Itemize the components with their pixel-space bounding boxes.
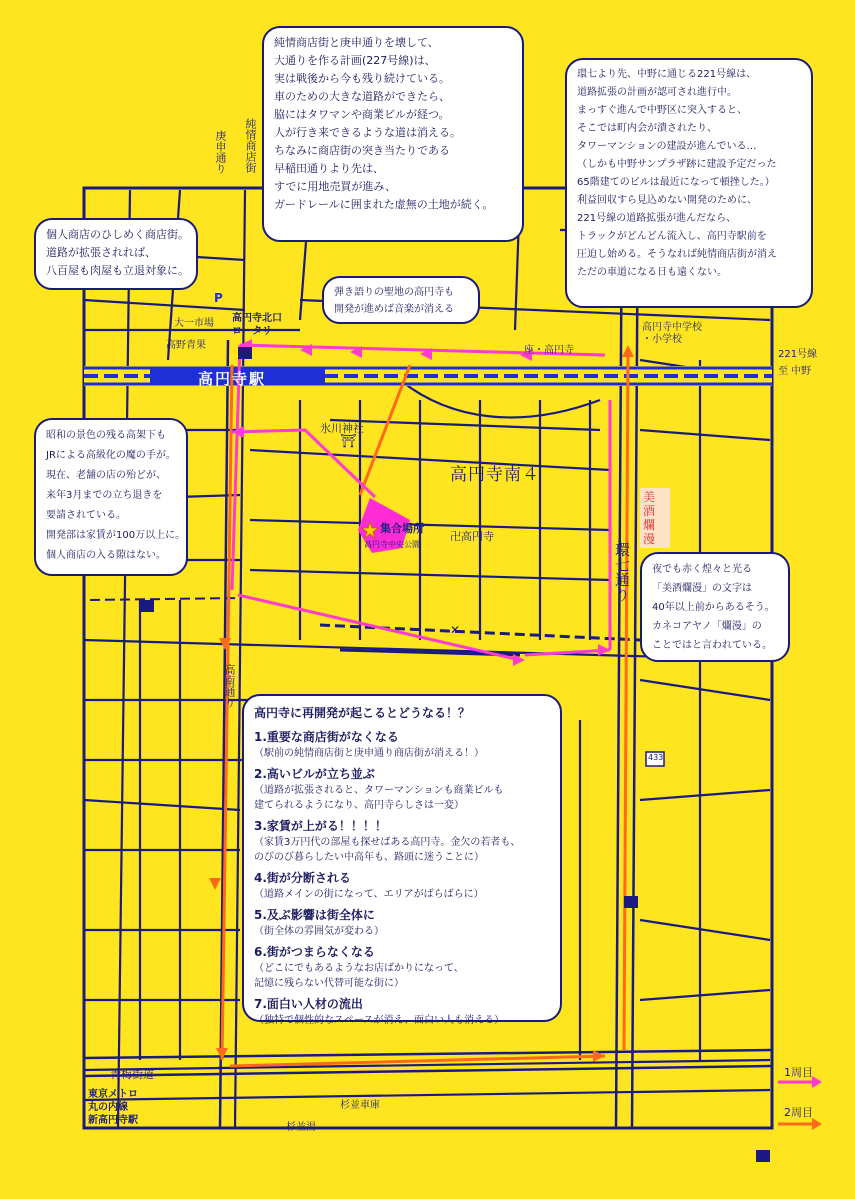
- effect-heading: 4.街が分断される: [254, 871, 351, 885]
- effect-detail: 記憶に残らない代替可能な街に）: [254, 978, 404, 989]
- park-label: 高円寺中央公園: [364, 540, 420, 549]
- bubble-line: 要請されている。: [46, 510, 126, 521]
- bubble-shopping-street: [34, 218, 198, 290]
- effect-detail: （駅前の純情商店街と庚申通り商店街が消える！）: [254, 748, 484, 759]
- railway: [84, 366, 772, 386]
- bubble-line: 来年3月までの立ち退きを: [46, 490, 163, 501]
- bubble-line: 「美酒爛漫」の文字は: [652, 583, 752, 594]
- bubble-line: 開発が進めば音楽が消える: [334, 304, 454, 315]
- route-433-label: 433: [648, 753, 664, 762]
- ranman-sign: [643, 490, 655, 546]
- sign-char: 爛: [643, 518, 656, 532]
- bubble-line: 個人商店のひしめく商店街。: [46, 228, 189, 241]
- bubble-route-221: [565, 58, 813, 308]
- bubble-line: 現在、老舗の店の殆どが、: [46, 470, 166, 481]
- suginamiyu-label: 杉並湯: [286, 1122, 316, 1133]
- bubble-line: 八百屋も肉屋も立退対象に。: [46, 264, 189, 277]
- bubble-line: 221号線の道路拡張が進んだなら、: [577, 213, 737, 224]
- bubble-music: [322, 276, 480, 324]
- koshin-dori-label: 庚申通り: [214, 130, 227, 174]
- bubble-line: 道路が拡張されれば、: [46, 246, 156, 259]
- effect-detail: 建てられるようになり、高円寺らしさは一変）: [254, 800, 464, 811]
- effect-detail: のびのび暮らしたい中高年も、路頭に迷うことに）: [254, 852, 484, 863]
- sign-char: 酒: [643, 504, 656, 518]
- bubble-line: 大通りを作る計画(227号線)は、: [274, 54, 436, 67]
- police-icon: ✕: [450, 623, 461, 637]
- effect-heading: 2.高いビルが立ち並ぶ: [254, 767, 375, 781]
- bubble-line: 夜でも赤く煌々と光る: [652, 564, 752, 575]
- metro-station-label: 東京メトロ 丸の内線 新高円寺駅: [88, 1089, 138, 1126]
- effect-detail: （家賃3万円代の部屋も探せばある高円寺。金欠の若者も、: [254, 837, 521, 848]
- legend-lap2: 2周目: [784, 1106, 813, 1119]
- bubble-line: ガードレールに囲まれた虚無の土地が続く。: [274, 198, 494, 211]
- bubble-line: 弾き語りの聖地の高円寺も: [334, 287, 454, 298]
- route-221-label: 221号線: [778, 349, 818, 360]
- bubble-line: 開発部は家賃が100万以上に。: [46, 530, 186, 541]
- bubble-line: 個人商店の入る隙はない。: [46, 550, 166, 561]
- bubble-line: 人が行き来できるような道は消える。: [274, 126, 461, 139]
- koenji-station-label: 高円寺駅: [198, 370, 267, 388]
- bubble-line: すでに用地売買が進み、: [274, 180, 396, 193]
- bubble-line: ちなみに商店街の突き当たりである: [274, 144, 450, 157]
- konan-label: 高南通り: [223, 664, 236, 708]
- bubble-redevelopment-effects: [242, 694, 562, 1026]
- bubble-line: 40年以上前からあるそう。: [652, 602, 775, 613]
- bubble-line: 利益回収すら見込めない開発のために、: [577, 195, 757, 206]
- effect-detail: （独特で個性的なスペースが消え、面白い人も消える）: [254, 1015, 505, 1026]
- suginami-garage-label: 杉並車庫: [340, 1100, 380, 1111]
- effect-detail: （どこにでもあるようなお店ばかりになって、: [254, 963, 464, 974]
- bubble-line: まっすぐ進んで中野区に突入すると、: [577, 105, 747, 116]
- legend-arrows: [778, 1076, 822, 1130]
- bubble-line: 65階建てのビルは最近になって頓挫した。）: [577, 177, 775, 188]
- bubble-line: 純情商店街と庚申通りを壊して、: [274, 36, 439, 49]
- junjo-label: 純情商店街: [244, 118, 257, 173]
- bubble-title: 高円寺に再開発が起こるとどうなる！？: [254, 706, 471, 720]
- bubble-ranman-sign: [640, 552, 790, 662]
- school-label: 高円寺中学校 ・小学校: [642, 322, 702, 345]
- assembly-point-label: 集合場所: [380, 522, 424, 535]
- koenji-temple-label: 卍高円寺: [450, 530, 494, 543]
- effect-detail: （街全体の雰囲気が変わる）: [254, 926, 384, 937]
- bubble-road-plan-227: [262, 26, 524, 242]
- bubble-line: 車のための大きな道路ができたら、: [274, 90, 450, 103]
- rotary-label: 高円寺北口 ロータリー: [232, 313, 282, 337]
- parking-icon: P: [214, 291, 223, 305]
- torii-icon: ⛩: [340, 434, 357, 449]
- bubble-line: （しかも中野サンプラザ跡に建設予定だった: [577, 159, 777, 170]
- bubble-line: ただの車道になる日も遠くない。: [577, 267, 727, 278]
- bubble-elevated-rail: [34, 418, 188, 576]
- za-koenji-label: 座・高円寺: [524, 345, 574, 356]
- bubble-line: 早稲田通りより先は、: [274, 162, 384, 175]
- bubble-line: JRによる高級化の魔の手が。: [46, 450, 176, 461]
- bubble-line: 道路拡張の計画が認可され進行中。: [577, 87, 737, 98]
- bubble-line: カネコアヤノ「爛漫」の: [652, 621, 762, 632]
- kan7-label: 環七通り: [613, 542, 631, 602]
- bubble-line: 脇にはタワマンや商業ビルが経つ。: [274, 108, 450, 121]
- effect-heading: 6.街がつまらなくなる: [254, 945, 375, 959]
- bubble-line: 昭和の景色の残る高架下も: [46, 430, 166, 441]
- koya-aoya-label: 高野青果: [166, 340, 206, 351]
- hikawa-shrine-label: 氷川神社: [320, 422, 364, 435]
- sign-char: 美: [643, 490, 656, 504]
- bubble-line: ことではと言われている。: [652, 640, 772, 651]
- bubble-line: トラックがどんどん流入し、高円寺駅前を: [577, 231, 767, 242]
- daiichi-ichiba-label: 大一市場: [174, 318, 214, 329]
- bubble-line: 圧迫し始める。そうなれば純情商店街が消え: [577, 249, 777, 260]
- effect-detail: （道路メインの街になって、エリアがばらばらに）: [254, 889, 484, 900]
- effect-detail: （道路が拡張されると、タワーマンションも商業ビルも: [254, 785, 504, 796]
- sign-char: 漫: [643, 532, 656, 546]
- effect-heading: 3.家賃が上がる！！！！: [254, 819, 387, 833]
- bubble-line: 実は戦後から今も残り続けている。: [274, 72, 450, 85]
- koenji-minami-label: 高円寺南４: [450, 465, 540, 485]
- effect-heading: 5.及ぶ影響は街全体に: [254, 908, 375, 922]
- ome-kaido-label: 青梅街道: [110, 1068, 154, 1081]
- legend-lap1: 1周目: [784, 1066, 813, 1079]
- effect-heading: 7.面白い人材の流出: [254, 997, 363, 1011]
- effect-heading: 1.重要な商店街がなくなる: [254, 730, 399, 744]
- bubble-line: タワーマンションの建設が進んでいる…: [577, 141, 757, 152]
- bubble-line: そこでは町内会が潰されたり、: [577, 123, 717, 134]
- to-nakano-label: 至 中野: [778, 366, 812, 377]
- bubble-line: 環七より先、中野に通じる221号線は、: [577, 69, 757, 80]
